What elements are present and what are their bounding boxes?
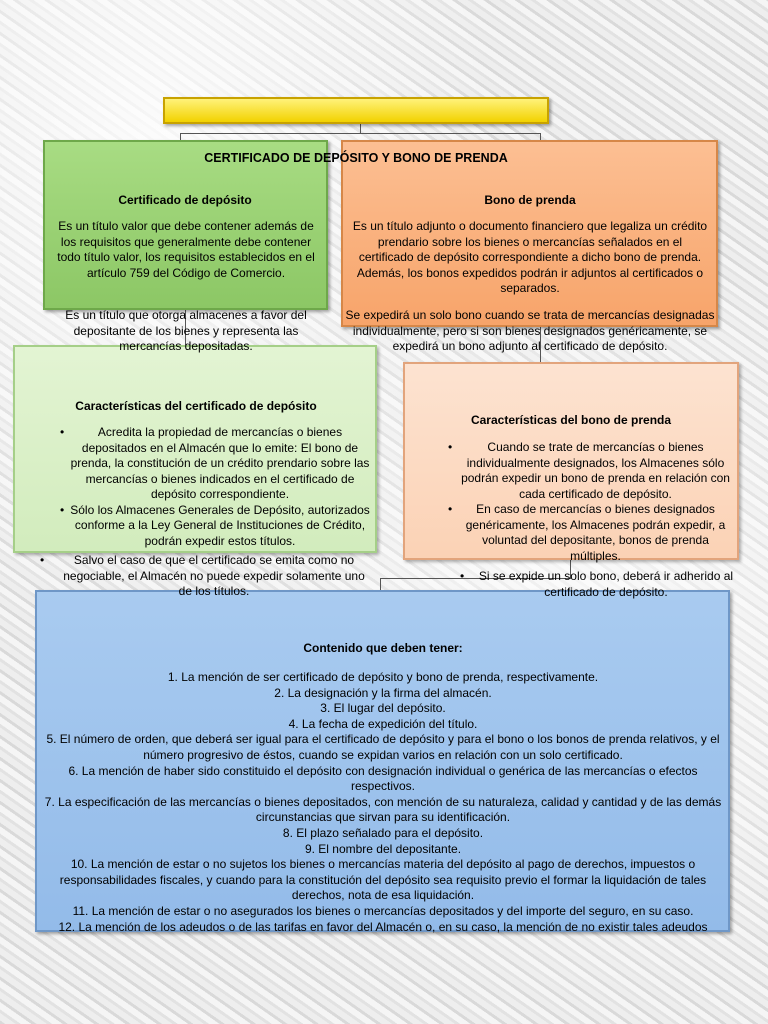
certificado-text: Es un título valor que debe contener además de los requisitos que generalmente debe contener todo título valor, los requisitos establecidos en el artículo 759 del Código de Comercio. [57,219,315,280]
connector-line [380,578,381,590]
caracteristicas-bono-list [448,440,733,564]
list-item: • Acredita la propiedad de mercancías o bienes depositados en el Almacén que lo emite: El bono de prenda, la constitución de un crédito prendario sobre las mercancías o bienes indicados en el certificado de depósito correspondiente. [60,425,370,501]
list-item: 7. La especificación de las mercancías o bienes depositados, con mención de su naturaleza, calidad y cantidad y de las demás circunstancias que sirvan para su identificación. [44,794,722,825]
list-item: 1. La mención de ser certificado de depósito y bono de prenda, respectivamente. [167,670,599,684]
list-item: 10. La mención de estar o no sujetos los bienes o mercancías materia del depósito al pago de derechos, impuestos o responsabilidades fiscales, y cuando para la constitución del depósito sea requisito previo el formar la liquidación de tales derechos, nota de esa liquidación. [59,857,707,903]
list-item: • Salvo el caso de que el certificado se emita como no negociable, el Almacén no puede expedir solamente uno de los títulos. [40,553,365,598]
list-item: • En caso de mercancías o bienes designados genéricamente, los Almacenes podrán expedir, a voluntad del depositante, bonos de prenda múltiples. [448,502,726,563]
contenido-list [40,670,726,935]
caracteristicas-certificado-heading: Características del certificado de depósito [75,399,317,413]
caracteristicas-certificado-list [60,425,370,549]
list-item: 5. El número de orden, que deberá ser igual para el certificado de depósito y para el bono o los bonos de prenda relativos, y el número progresivo de éstos, cuando se expidan varios en relación con un solo certificado. [46,732,720,762]
list-item: 6. La mención de haber sido constituido el depósito con designación individual o genérica de las mercancías o efectos respectivos. [68,763,698,794]
contenido-heading: Contenido que deben tener: [303,641,463,655]
list-item: • Cuando se trate de mercancías o bienes individualmente designados, los Almacenes sólo podrán expedir un bono de prenda en relación con cada certificado de depósito. [448,440,730,501]
connector-line [180,133,540,134]
bono-text-2: Se expedirá un solo bono cuando se trata de mercancías designadas individualmente, pero si son bienes designados genéricamente, se expedirá un bono adjunto al certificado de depósito. [345,308,715,353]
list-item: 3. El lugar del depósito. [320,701,446,716]
list-item: 12. La mención de los adeudos o de las tarifas en favor del Almacén o, en su caso, la mención de no existir tales adeudos [58,919,708,934]
list-item: 11. La mención de estar o no asegurados los bienes o mercancías depositados y del importe del seguro, en su caso. [72,903,694,918]
caracteristicas-certificado-list-overflow [40,553,370,600]
list-item: • Sólo los Almacenes Generales de Depósito, autorizados conforme a la Ley General de Instituciones de Crédito, podrán expedir estos títulos. [60,502,370,548]
list-item: 9. El nombre del depositante. [304,841,462,856]
certificado-heading: Certificado de depósito [118,193,252,207]
list-item: 8. El plazo señalado para el depósito. [282,825,484,840]
list-item: 4. La fecha de expedición del título. [288,716,478,731]
title-bar [163,97,549,124]
certificado-text-2: Es un título que otorga almacenes a favor del depositante de los bienes y representa las mercancías depositadas. [65,308,307,353]
caracteristicas-bono-list-overflow [460,569,742,600]
main-title: CERTIFICADO DE DEPÓSITO Y BONO DE PRENDA [204,151,508,165]
caracteristicas-bono-heading: Características del bono de prenda [470,413,672,427]
bono-heading: Bono de prenda [484,193,576,207]
list-item: • Si se expide un solo bono, deberá ir adherido al certificado de depósito. [460,569,734,599]
bono-text: Es un título adjunto o documento financiero que legaliza un crédito prendario sobre los bienes o mercancías señalados en el certificado de depósito correspondiente a dicho bono de prenda. Además, los bonos expedidos podrán ir adjuntos al certificados o separados. [352,219,708,295]
list-item: 2. La designación y la firma del almacén. [274,685,492,700]
